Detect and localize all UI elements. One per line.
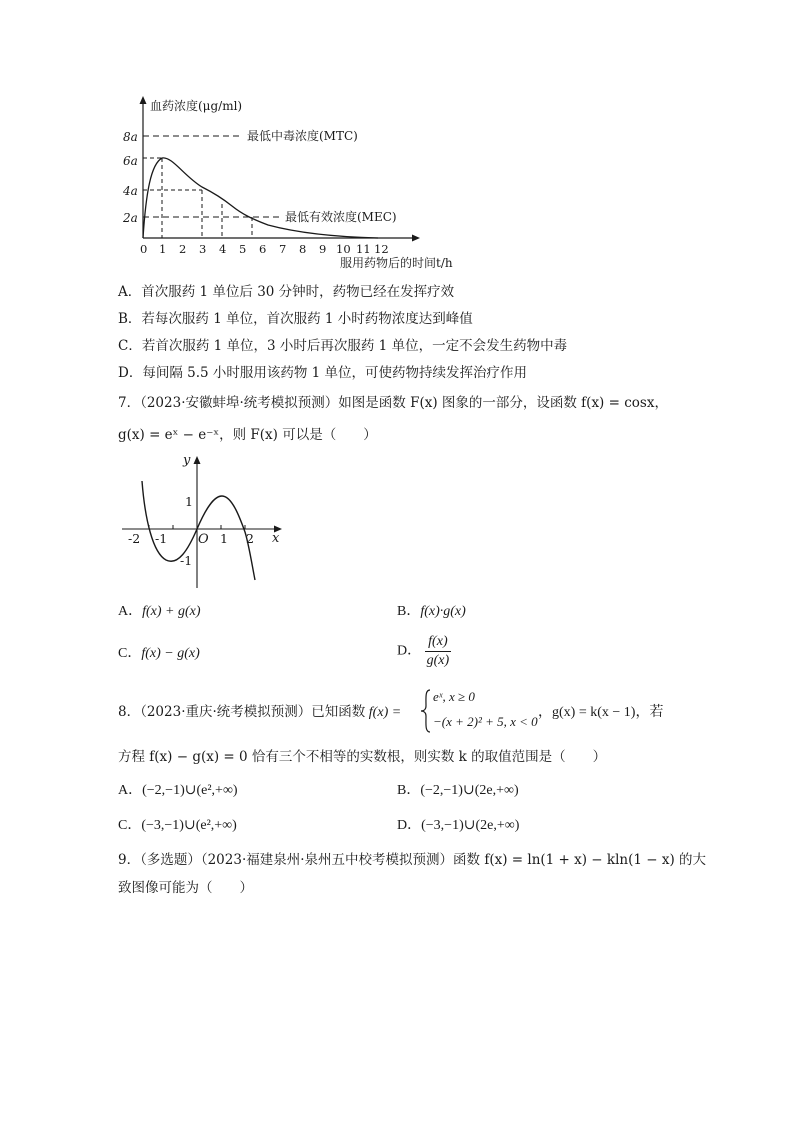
q7-option-d — [397, 633, 451, 670]
question-source: （2023·重庆·统考模拟预测） — [140, 704, 312, 720]
q7-option-a — [118, 603, 201, 621]
fig1-x-tick: 11 — [356, 242, 371, 256]
question-number: 7． — [118, 395, 141, 411]
option-letter: B． — [397, 604, 421, 619]
q7-stem-line-1 — [118, 394, 668, 412]
option-text: f(x) − g(x) — [141, 646, 200, 661]
fig1-mtc-label: 最低中毒浓度(MTC) — [247, 129, 358, 143]
option-text: (−2,−1)∪(2e,+∞) — [420, 783, 519, 798]
question-stem: 函数 f(x) = ln(1 + x) − kln(1 − x) 的大 — [453, 852, 707, 868]
q8-option-d — [397, 817, 519, 835]
fig2-origin-label: O — [198, 532, 209, 547]
option-letter: A． — [118, 284, 142, 300]
option-letter: D． — [397, 818, 422, 833]
fig1-y-arrow — [140, 96, 147, 104]
q7-stem-line-2 — [118, 426, 377, 444]
fig1-x-label: 服用药物后的时间t/h — [340, 256, 453, 270]
option-letter: D． — [118, 365, 143, 381]
question-stem: 已知函数 — [311, 704, 366, 720]
q6-option-d — [118, 364, 527, 382]
option-letter: C． — [118, 818, 142, 833]
option-text: (−3,−1)∪(e²,+∞) — [141, 818, 237, 833]
fig2-x-axis-label: x — [272, 531, 280, 546]
fig2-x-tick: -2 — [128, 531, 141, 546]
q8-g-definition — [538, 703, 663, 722]
q7-option-b — [397, 603, 466, 621]
question-source: （2023·福建泉州·泉州五中校考模拟预测） — [200, 852, 454, 868]
brace-path — [421, 690, 430, 732]
fig1-concentration-curve — [143, 158, 378, 238]
q9-stem-line-2 — [118, 879, 253, 897]
fig1-x-tick: 0 — [140, 242, 148, 256]
option-letter: C． — [118, 338, 142, 354]
option-letter: B． — [118, 311, 142, 327]
fig2-x-tick: -1 — [155, 531, 168, 546]
q8-stem-line-2 — [118, 748, 606, 766]
question-number: 9． — [118, 852, 141, 868]
q8-option-c — [118, 817, 237, 835]
option-letter: A． — [118, 604, 143, 619]
piecewise-brace — [420, 688, 432, 734]
fig1-x-tick: 10 — [336, 242, 351, 256]
question-tag: （多选题） — [140, 852, 201, 868]
function-graph — [118, 450, 293, 592]
option-text: 首次服药 1 单位后 30 分钟时，药物已经在发挥疗效 — [141, 284, 455, 300]
piece-2: −(x + 2)² + 5, x < 0 — [433, 714, 538, 729]
option-letter: C． — [118, 646, 142, 661]
fig1-x-tick: 3 — [199, 242, 207, 256]
q6-option-c — [118, 337, 567, 355]
question-stem: 致图像可能为（ ） — [118, 880, 253, 896]
function-name: f(x) = — [365, 705, 402, 720]
fig2-y-axis-label: y — [183, 453, 191, 468]
fig1-x-tick: 2 — [179, 242, 187, 256]
q8-option-a — [118, 782, 238, 800]
q8-option-b — [397, 782, 519, 800]
q9-stem-line-1 — [118, 851, 706, 869]
question-stem: 方程 f(x) − g(x) = 0 恰有三个不相等的实数根，则实数 k 的取值范围是（ ） — [118, 749, 607, 765]
fig1-y-tick: 2a — [123, 211, 138, 225]
option-text: (−2,−1)∪(e²,+∞) — [142, 783, 238, 798]
fig1-y-label: 血药浓度(μg/ml) — [150, 99, 243, 113]
fig1-y-tick: 6a — [123, 154, 138, 168]
fig2-x-tick: 2 — [246, 531, 254, 546]
option-letter: D． — [397, 643, 422, 659]
fraction-numerator: f(x) — [425, 633, 452, 652]
fig2-y-tick: -1 — [180, 553, 193, 568]
fig1-x-tick: 8 — [299, 242, 307, 256]
q6-option-b — [118, 310, 473, 328]
fig1-x-tick: 5 — [239, 242, 247, 256]
option-text: 若首次服药 1 单位，3 小时后再次服药 1 单位，一定不会发生药物中毒 — [141, 338, 568, 354]
option-fraction — [425, 633, 452, 670]
q8-stem-line-1 — [118, 703, 401, 722]
fig1-x-ticks — [140, 242, 389, 256]
fig2-y-tick: 1 — [185, 494, 193, 509]
fig1-y-tick: 8a — [123, 130, 138, 144]
fig2-x-tick: 1 — [220, 531, 228, 546]
q6-option-a — [118, 283, 454, 301]
fig1-x-tick: 9 — [319, 242, 327, 256]
fig1-x-arrow — [412, 235, 420, 242]
option-letter: B． — [397, 783, 421, 798]
option-text: f(x) + g(x) — [142, 604, 201, 619]
option-text: 若每次服药 1 单位，首次服药 1 小时药物浓度达到峰值 — [141, 311, 473, 327]
fig1-y-tick: 4a — [123, 184, 138, 198]
question-stem: 如图是函数 F(x) 图象的一部分，设函数 f(x) = cosx， — [338, 395, 668, 411]
fig1-mec-label: 最低有效浓度(MEC) — [285, 210, 397, 224]
fig1-x-tick: 6 — [259, 242, 267, 256]
option-text: (−3,−1)∪(2e,+∞) — [421, 818, 520, 833]
question-source: （2023·安徽蚌埠·统考模拟预测） — [140, 395, 339, 411]
fig2-y-arrow — [194, 456, 201, 464]
drug-concentration-chart — [118, 92, 478, 274]
g-definition: ，g(x) = k(x − 1)，若 — [538, 705, 664, 720]
option-letter: A． — [118, 783, 143, 798]
option-text: f(x)·g(x) — [420, 604, 466, 619]
piece-1: eˣ, x ≥ 0 — [433, 689, 475, 704]
fig1-x-tick: 4 — [219, 242, 227, 256]
question-stem: g(x) = eˣ − e⁻ˣ，则 F(x) 可以是（ ） — [118, 427, 377, 443]
fig1-x-tick: 12 — [374, 242, 389, 256]
fraction-denominator: g(x) — [426, 653, 450, 668]
q7-option-c — [118, 645, 200, 663]
fig1-x-tick: 7 — [279, 242, 287, 256]
question-number: 8． — [118, 704, 141, 720]
fig1-x-tick: 1 — [159, 242, 167, 256]
option-text: 每间隔 5.5 小时服用该药物 1 单位，可使药物持续发挥治疗作用 — [142, 365, 528, 381]
